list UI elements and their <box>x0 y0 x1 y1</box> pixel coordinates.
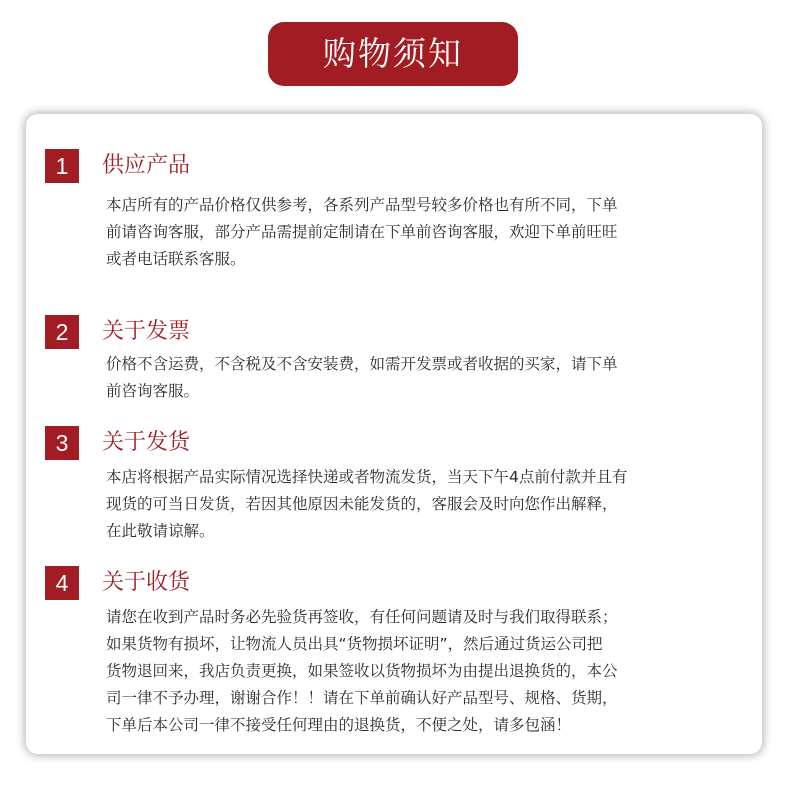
section-title: 关于收货 <box>102 570 191 595</box>
section-body: 请您在收到产品时务必先验货再签收，有任何问题请及时与我们取得联系； 如果货物有损坏，让物流人员出具“货物损坏证明”，然后通过货运公司把 货物退回来，我店负责更换，如果签收以货物损坏为由提出退换货的，本公 司一律不予办理，谢谢合作！！请在下单前确认好产品型号、规格、货期， 下单后本公司一律不接受任何理由的退换货，不便之处，请多包涵！ <box>106 608 618 734</box>
page-title: 购物须知 <box>323 34 463 73</box>
section-title: 供应产品 <box>102 153 191 178</box>
section-body: 本店所有的产品价格仅供参考，各系列产品型号较多价格也有所不同，下单 前请咨询客服，部分产品需提前定制请在下单前咨询客服，欢迎下单前旺旺 或者电话联系客服。 <box>106 196 618 268</box>
section-number-badge: 2 <box>45 315 79 349</box>
section-number-badge: 4 <box>45 566 79 600</box>
section-body: 本店将根据产品实际情况选择快递或者物流发货，当天下午4点前付款并且有 现货的可当日发货，若因其他原因未能发货的，客服会及时向您作出解释， 在此敬请谅解。 <box>106 468 628 540</box>
section-number-badge: 3 <box>45 426 79 460</box>
section-title: 关于发票 <box>102 319 191 344</box>
section-number-badge: 1 <box>45 149 79 183</box>
notice-card <box>26 114 762 754</box>
section-body: 价格不含运费，不含税及不含安装费，如需开发票或者收据的买家，请下单 前咨询客服。 <box>106 355 618 400</box>
section-title: 关于发货 <box>102 430 191 455</box>
page-title-banner <box>268 22 518 86</box>
